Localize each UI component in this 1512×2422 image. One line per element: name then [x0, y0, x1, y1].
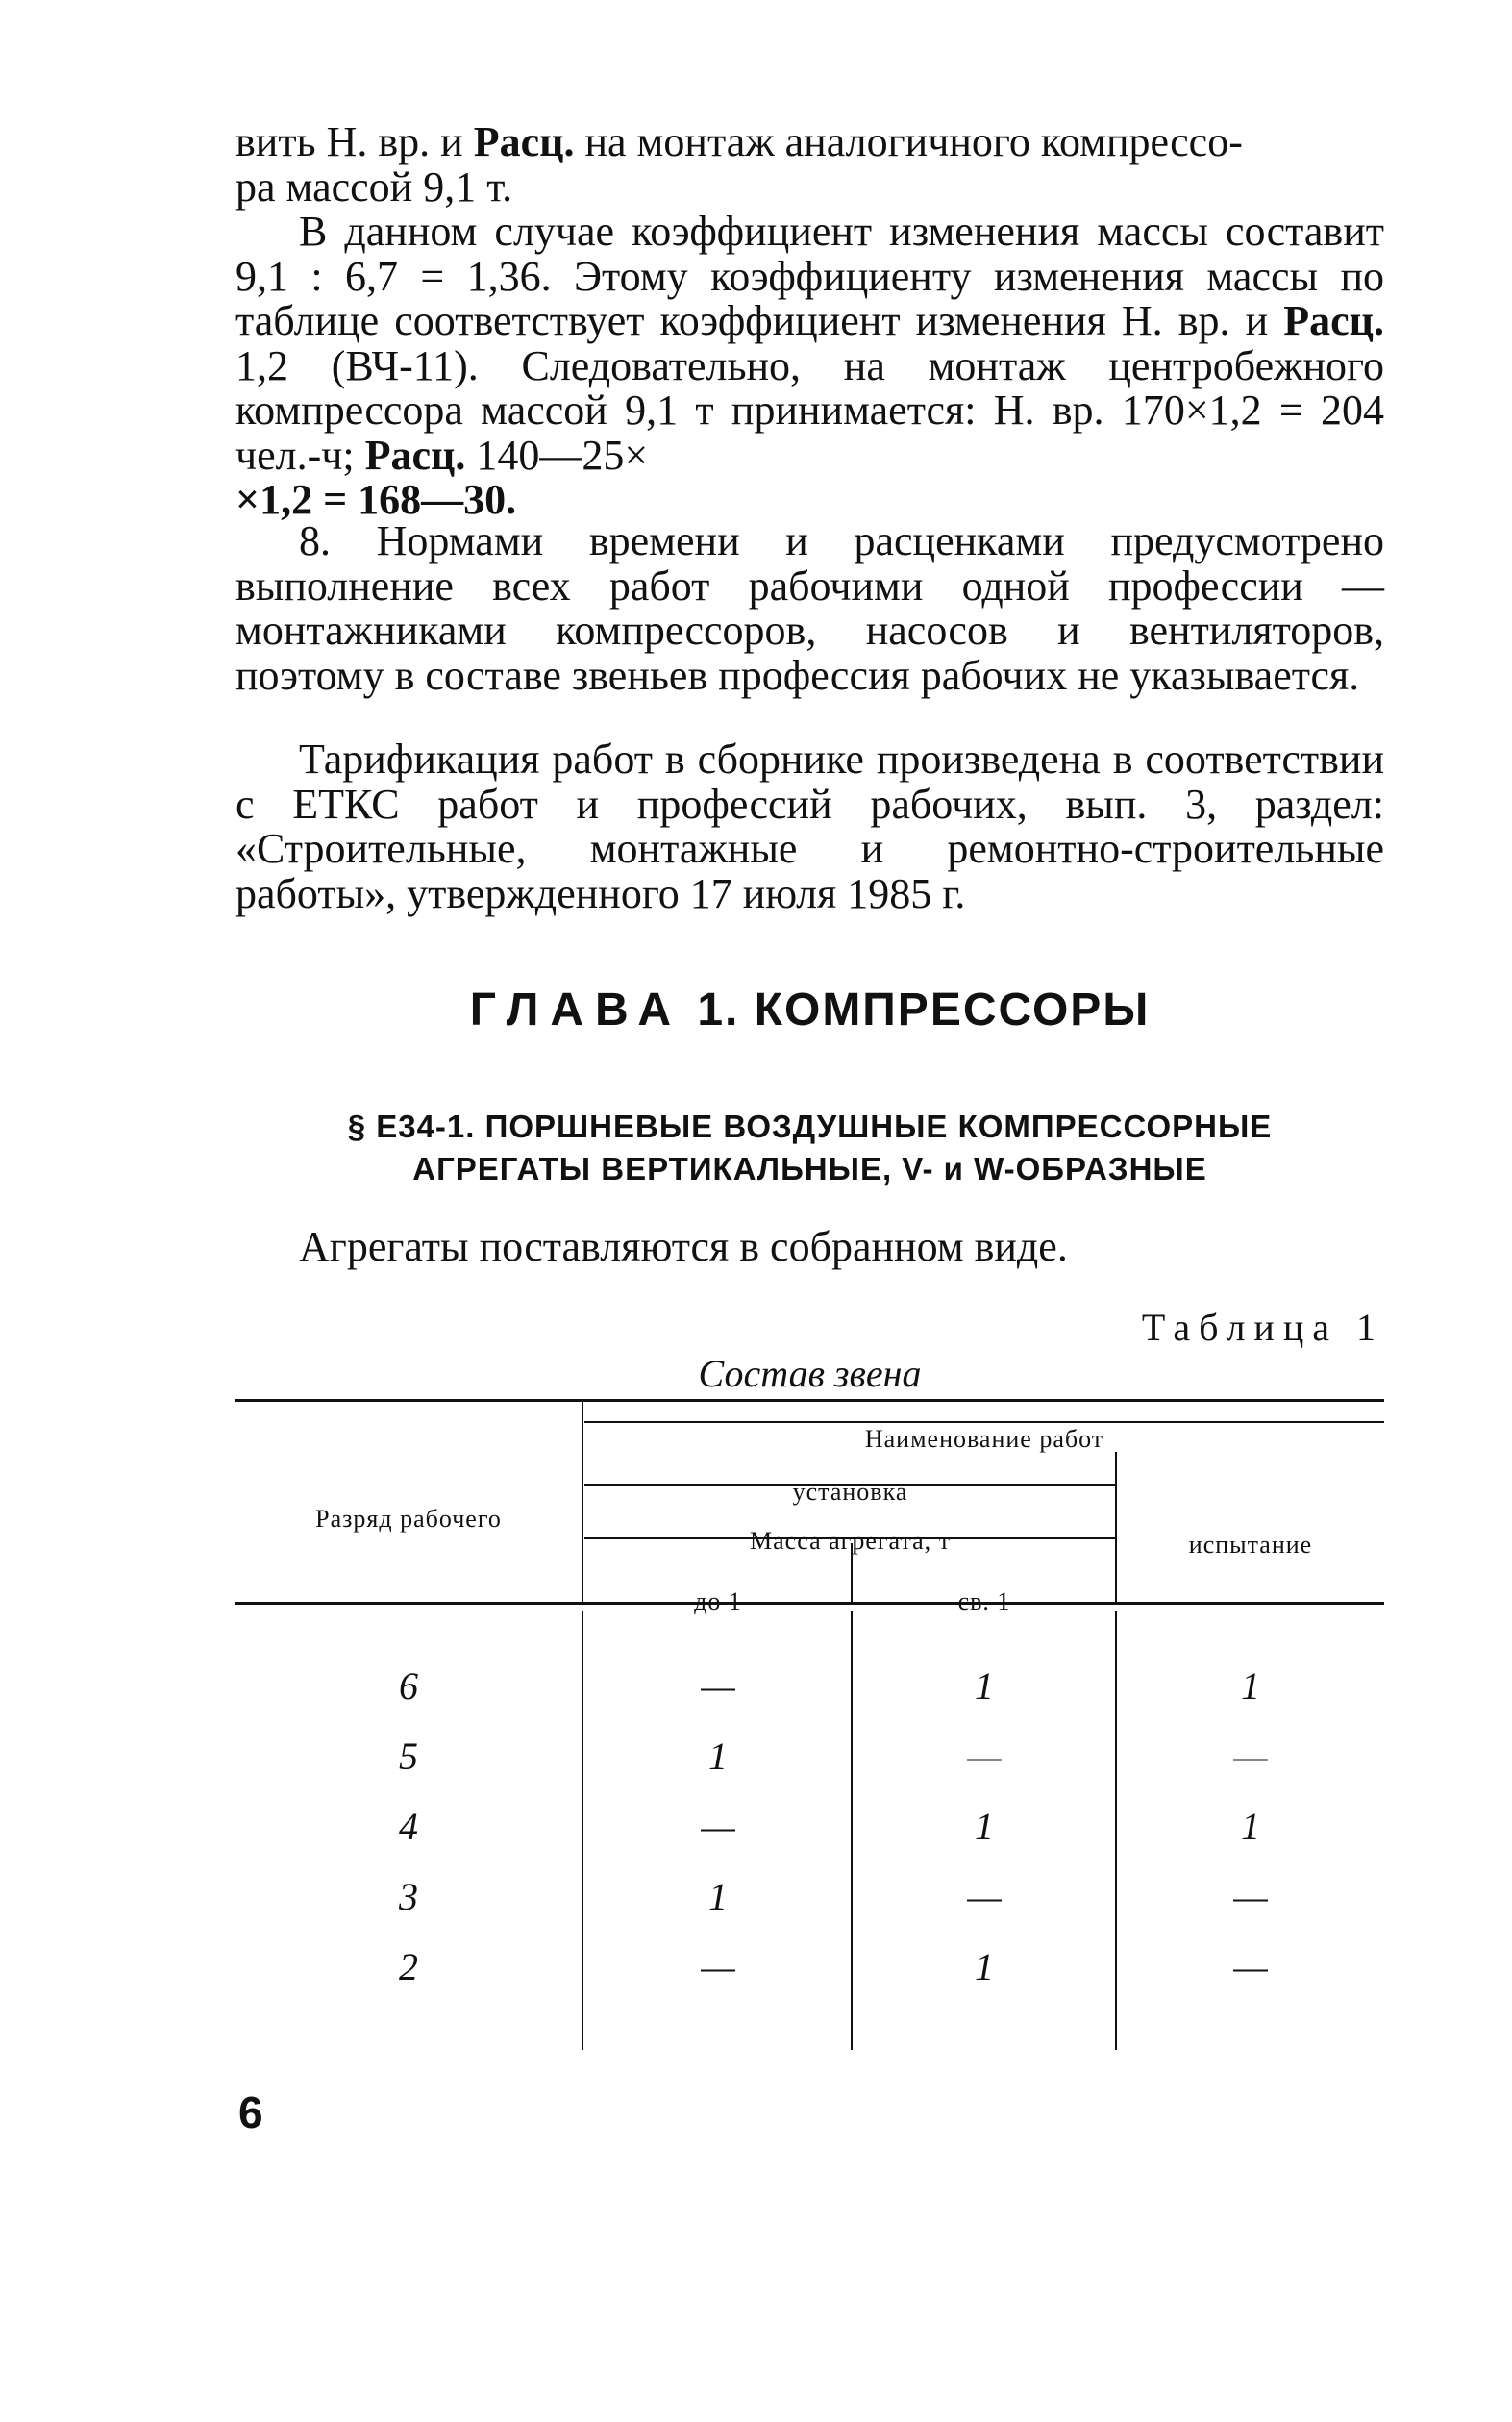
- section-title-line-2: АГРЕГАТЫ ВЕРТИКАЛЬНЫЕ, V- и W-ОБРАЗНЫЕ: [412, 1151, 1207, 1186]
- paragraph-2: [235, 210, 1384, 523]
- paragraph-1-line-1: [235, 120, 1384, 165]
- header-mass: Масса агрегата, т: [750, 1527, 951, 1555]
- paragraph-4-text: Тарификация работ в сборнике произведена в соответствии с ЕТКС работ и профессий рабочих, вып. 3, раздел: «Строительные, монтажные и ремонтно-строительные работы», утвержденного 17 июля 1985 г.: [235, 736, 1384, 917]
- cell-over-1: 1: [975, 1945, 994, 1988]
- cell-testing: —: [1233, 1945, 1268, 1988]
- cell-grade: 6: [399, 1664, 418, 1708]
- bold-term: Расц.: [1283, 297, 1384, 344]
- cell-testing: —: [1233, 1875, 1268, 1918]
- text-run: В данном случае коэффициент изменения массы составит 9,1 : 6,7 = 1,36. Этому коэффициенту изменения массы по таблице соответствует коэффициент изменения Н. вр. и: [235, 208, 1384, 344]
- cell-grade: 5: [399, 1735, 418, 1778]
- cell-over-1: —: [967, 1875, 1002, 1918]
- intro-sentence: Агрегаты поставляются в собранном виде.: [299, 1223, 1068, 1270]
- section-title-line-1: § Е34-1. ПОРШНЕВЫЕ ВОЗДУШНЫЕ КОМПРЕССОРНЫЕ: [347, 1109, 1273, 1144]
- chapter-title: 1. КОМПРЕССОРЫ: [682, 985, 1151, 1036]
- bold-term: Расц.: [364, 431, 466, 479]
- cell-upto-1: —: [701, 1945, 735, 1988]
- paragraph-4: [235, 737, 1384, 916]
- cell-over-1: —: [967, 1735, 1002, 1778]
- bold-term: Расц.: [473, 118, 575, 165]
- header-divider-grade: [582, 1402, 583, 1602]
- paragraph-2-text: [235, 210, 1384, 523]
- cell-upto-1: —: [701, 1664, 735, 1708]
- header-rule-work-names: [584, 1421, 1384, 1423]
- chapter-word: ГЛАВА: [469, 985, 682, 1036]
- cell-testing: 1: [1241, 1664, 1260, 1708]
- chapter-heading: [235, 984, 1384, 1036]
- cell-upto-1: —: [701, 1805, 735, 1848]
- cell-upto-1: 1: [708, 1875, 728, 1918]
- cell-grade: 3: [399, 1875, 418, 1918]
- table-label: Таблица 1: [1141, 1306, 1384, 1349]
- text-run: 140—25×: [465, 431, 649, 479]
- paragraph-1: [235, 120, 1384, 210]
- text-run: 1,2 (ВЧ-11). Следовательно, на монтаж центробежного компрессора массой 9,1 т принимается: Н. вр. 170×1,2 = 204 чел.-ч;: [235, 341, 1384, 479]
- page-number: 6: [238, 2087, 263, 2137]
- header-grade: Разряд рабочего: [315, 1505, 502, 1533]
- paragraph-1-line-2: ра массой 9,1 т.: [235, 162, 513, 211]
- cell-grade: 2: [399, 1945, 418, 1988]
- cell-over-1: 1: [975, 1805, 994, 1848]
- header-installation: установка: [792, 1478, 908, 1506]
- section-title: [235, 1106, 1384, 1190]
- cell-upto-1: 1: [708, 1735, 728, 1778]
- table-caption: Состав звена: [698, 1352, 922, 1395]
- paragraph-3: [235, 519, 1384, 698]
- header-testing: испытание: [1188, 1531, 1313, 1559]
- header-upto-1: до 1: [694, 1587, 742, 1615]
- paragraph-3-text: 8. Нормами времени и расценками предусмотрено выполнение всех работ рабочими одной профессии — монтажниками компрессоров, насосов и вентиляторов, поэтому в составе звеньев профессия рабочих не указывается.: [235, 517, 1384, 699]
- cell-grade: 4: [399, 1805, 418, 1848]
- header-over-1: св. 1: [957, 1587, 1011, 1615]
- cell-testing: 1: [1241, 1805, 1260, 1848]
- cell-testing: —: [1233, 1735, 1268, 1778]
- cell-over-1: 1: [975, 1664, 994, 1708]
- text-run: вить Н. вр. и: [235, 118, 474, 165]
- text-run: на монтаж аналогичного компрессо-: [574, 118, 1243, 165]
- table-top-rule: [235, 1399, 1384, 1402]
- body-divider-grade: [582, 1611, 583, 2050]
- bold-term: ×1,2 = 168—30.: [235, 476, 517, 523]
- header-work-names: Наименование работ: [864, 1425, 1104, 1453]
